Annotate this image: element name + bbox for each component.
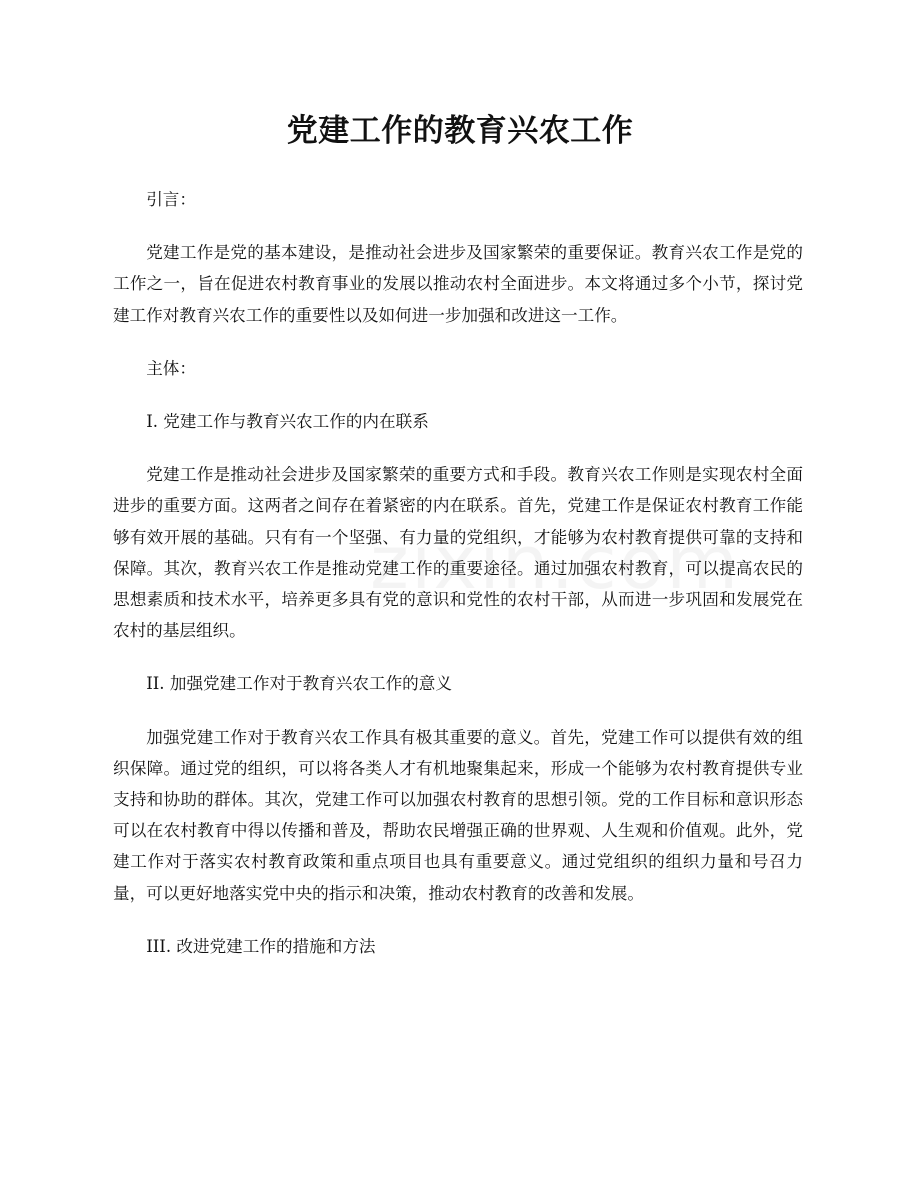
document-title: 党建工作的教育兴农工作 bbox=[286, 113, 634, 149]
intro-label: 引言： bbox=[146, 190, 196, 209]
section-paragraph-2: 加强党建工作对于教育兴农工作具有极其重要的意义。首先，党建工作可以提供有效的组织保障。通过党的组织，可以将各类人才有机地聚集起来，形成一个能够为农村教育提供专业支持和协助的群体。其次，党建工作可以加强农村教育的思想引领。党的工作目标和意识形态可以在农村教育中得以传播和普及，帮助农民增强正确的世界观、人生观和价值观。此外，党建工作对于落实农村教育政策和重点项目也具有重要意义。通过党组织的组织力量和号召力量，可以更好地落实党中央的指示和决策，推动农村教育的改善和发展。 bbox=[113, 727, 803, 903]
section-heading-2: II. 加强党建工作对于教育兴农工作的意义 bbox=[146, 674, 452, 694]
section-paragraph-1: 党建工作是推动社会进步及国家繁荣的重要方式和手段。教育兴农工作则是实现农村全面进步的重要方面。这两者之间存在着紧密的内在联系。首先，党建工作是保证农村教育工作能够有效开展的基础。只有有一个坚强、有力量的党组织，才能够为农村教育提供可靠的支持和保障。其次，教育兴农工作是推动党建工作的重要途径。通过加强农村教育，可以提高农民的思想素质和技术水平，培养更多具有党的意识和党性的农村干部，从而进一步巩固和发展党在农村的基层组织。 bbox=[113, 465, 803, 641]
body-label: 主体： bbox=[146, 358, 196, 378]
document-body bbox=[113, 184, 803, 984]
section-heading-1: I. 党建工作与教育兴农工作的内在联系 bbox=[146, 412, 429, 432]
section-heading-3: III. 改进党建工作的措施和方法 bbox=[146, 936, 376, 956]
intro-paragraph: 党建工作是党的基本建设，是推动社会进步及国家繁荣的重要保证。教育兴农工作是党的工作之一，旨在促进农村教育事业的发展以推动农村全面进步。本文将通过多个小节，探讨党建工作对教育兴农工作的重要性以及如何进一步加强和改进这一工作。 bbox=[113, 243, 803, 325]
